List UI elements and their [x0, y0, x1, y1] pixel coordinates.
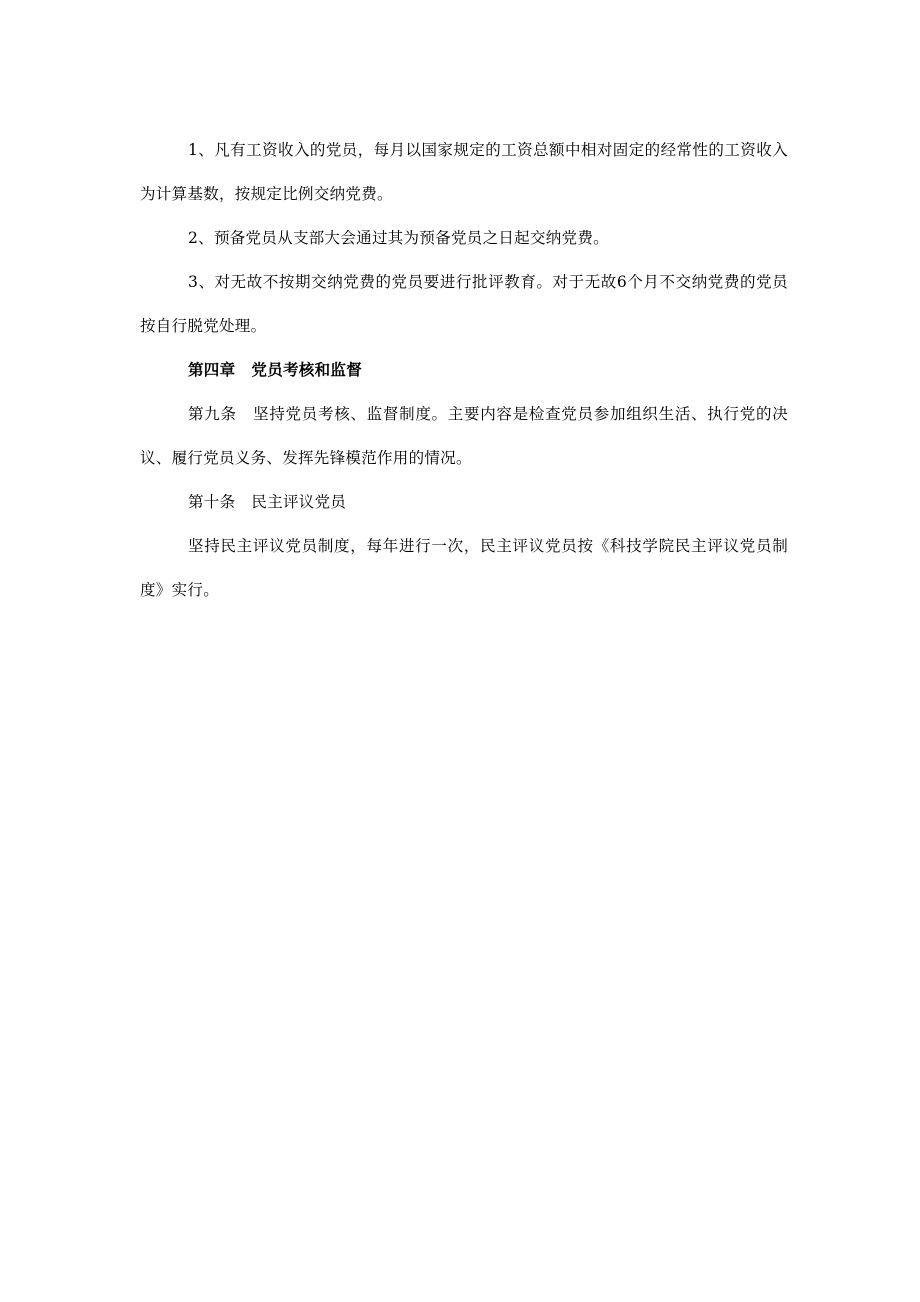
article-10-number: 第十条	[188, 493, 236, 511]
article-10-text: 坚持民主评议党员制度，每年进行一次，民主评议党员按《科技学院民主评议党员制度》实行。	[140, 537, 788, 599]
article-9-number: 第九条	[188, 405, 237, 423]
chapter-title: 党员考核和监督	[251, 361, 363, 379]
article-9-text: 坚持党员考核、监督制度。主要内容是检查党员参加组织生活、执行党的决议、履行党员义务、发挥先锋模范作用的情况。	[140, 405, 788, 467]
article-9	[140, 392, 788, 480]
document-body	[140, 128, 788, 612]
paragraph-item-3: 3、对无故不按期交纳党费的党员要进行批评教育。对于无故6个月不交纳党费的党员按自行脱党处理。	[140, 273, 788, 335]
chapter-number: 第四章	[188, 361, 236, 379]
chapter-heading	[140, 348, 788, 392]
article-10-title: 民主评议党员	[251, 493, 347, 511]
paragraph-item-2: 2、预备党员从支部大会通过其为预备党员之日起交纳党费。	[188, 229, 609, 247]
paragraph-item-1: 1、凡有工资收入的党员，每月以国家规定的工资总额中相对固定的经常性的工资收入为计算基数，按规定比例交纳党费。	[140, 141, 788, 203]
article-10-heading	[140, 480, 788, 524]
